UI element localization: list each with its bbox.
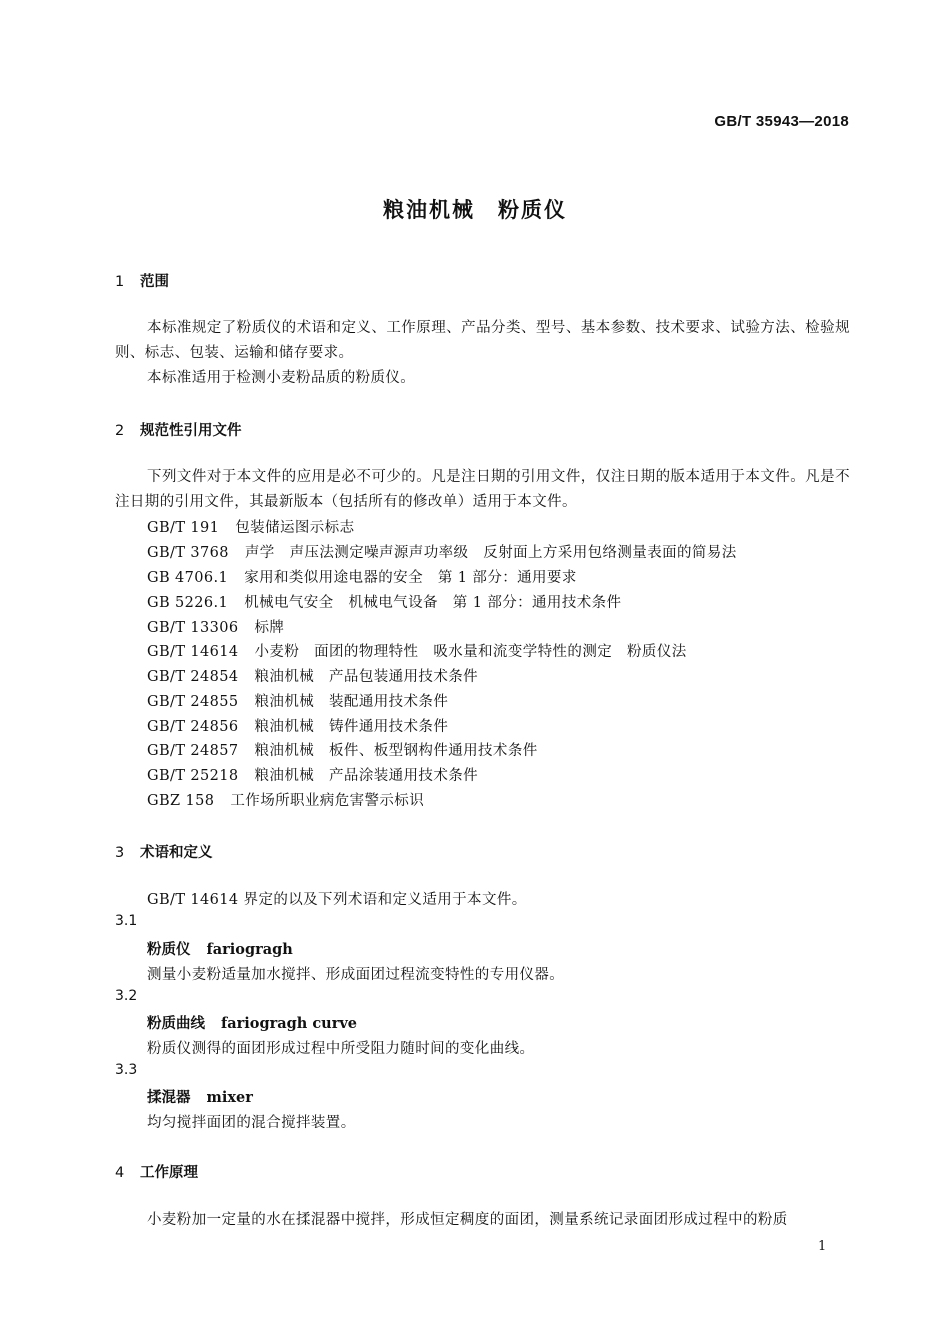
reference-code: GBZ 158: [147, 793, 215, 809]
term-zh: 粉质仪: [147, 942, 191, 958]
term-zh: 粉质曲线: [147, 1016, 205, 1032]
reference-item: [147, 789, 424, 810]
reference-title: 机械电气安全 机械电气设备 第 1 部分：通用技术条件: [244, 595, 622, 611]
term-definition: 粉质仪测得的面团形成过程中所受阻力随时间的变化曲线。: [147, 1041, 535, 1057]
section-1-heading: [115, 270, 169, 291]
section-title: 术语和定义: [140, 845, 213, 861]
section-2-heading: [115, 419, 242, 440]
reference-item: [147, 541, 737, 562]
reference-title: 小麦粉 面团的物理特性 吸水量和流变学特性的测定 粉质仪法: [254, 644, 687, 660]
section-number: 1: [115, 274, 125, 290]
reference-code: GB/T 24854: [147, 669, 239, 685]
section-1-paragraph: 本标准规定了粉质仪的术语和定义、工作原理、产品分类、型号、基本参数、技术要求、试验方法、检验规则、标志、包装、运输和储存要求。: [115, 320, 850, 361]
term-heading: [147, 1086, 253, 1107]
term-number: 3.1: [115, 913, 138, 929]
term-heading: [147, 938, 293, 959]
reference-item: [147, 516, 354, 537]
section-number: 2: [115, 423, 125, 439]
section-1-scope-line: 本标准适用于检测小麦粉品质的粉质仪。: [147, 370, 416, 386]
section-3-intro: GB/T 14614 界定的以及下列术语和定义适用于本文件。: [147, 892, 527, 908]
section-3-heading: [115, 841, 213, 862]
reference-item: [147, 690, 448, 711]
reference-item: [147, 591, 621, 612]
reference-code: GB/T 24856: [147, 719, 239, 735]
reference-item: [147, 764, 478, 785]
section-number: 3: [115, 845, 125, 861]
term-en: fariogragh curve: [221, 1015, 358, 1032]
reference-title: 包装储运图示标志: [235, 520, 355, 536]
reference-code: GB/T 24855: [147, 694, 239, 710]
reference-title: 粮油机械 装配通用技术条件: [254, 694, 449, 710]
reference-code: GB/T 191: [147, 520, 220, 536]
reference-item: [147, 665, 478, 686]
reference-title: 标牌: [254, 620, 285, 636]
reference-code: GB/T 25218: [147, 768, 239, 784]
reference-title: 声学 声压法测定噪声源声功率级 反射面上方采用包络测量表面的简易法: [244, 545, 737, 561]
reference-title: 粮油机械 产品涂装通用技术条件: [254, 768, 479, 784]
page-number: 1: [818, 1239, 827, 1254]
reference-item: [147, 616, 284, 637]
term-heading: [147, 1012, 357, 1033]
reference-code: GB/T 3768: [147, 545, 229, 561]
reference-code: GB 4706.1: [147, 570, 229, 586]
reference-item: [147, 739, 538, 760]
section-title: 范围: [140, 274, 169, 290]
section-number: 4: [115, 1165, 125, 1181]
reference-title: 工作场所职业病危害警示标识: [230, 793, 425, 809]
reference-title: 粮油机械 产品包装通用技术条件: [254, 669, 479, 685]
section-4-heading: [115, 1161, 198, 1182]
reference-title: 粮油机械 铸件通用技术条件: [254, 719, 449, 735]
term-zh: 揉混器: [147, 1090, 191, 1106]
reference-title: 粮油机械 板件、板型钢构件通用技术条件: [254, 743, 538, 759]
reference-item: [147, 566, 577, 587]
reference-code: GB/T 13306: [147, 620, 239, 636]
section-title: 工作原理: [140, 1165, 198, 1181]
reference-title: 家用和类似用途电器的安全 第 1 部分：通用要求: [244, 570, 577, 586]
reference-code: GB 5226.1: [147, 595, 229, 611]
reference-item: [147, 715, 448, 736]
term-number: 3.2: [115, 988, 138, 1004]
reference-code: GB/T 24857: [147, 743, 239, 759]
term-en: fariogragh: [206, 941, 293, 958]
reference-code: GB/T 14614: [147, 644, 239, 660]
document-title: 粮油机械 粉质仪: [383, 198, 567, 222]
term-definition: 均匀搅拌面团的混合搅拌装置。: [147, 1115, 356, 1131]
section-title: 规范性引用文件: [140, 423, 242, 439]
section-2-intro: 下列文件对于本文件的应用是必不可少的。凡是注日期的引用文件，仅注日期的版本适用于本文件。凡是不注日期的引用文件，其最新版本（包括所有的修改单）适用于本文件。: [115, 469, 850, 510]
term-en: mixer: [206, 1089, 253, 1106]
reference-item: [147, 640, 687, 661]
section-4-paragraph: 小麦粉加一定量的水在揉混器中搅拌，形成恒定稠度的面团，测量系统记录面团形成过程中的粉质: [147, 1212, 788, 1228]
standard-code: GB/T 35943—2018: [714, 113, 849, 130]
term-number: 3.3: [115, 1062, 138, 1078]
term-definition: 测量小麦粉适量加水搅拌、形成面团过程流变特性的专用仪器。: [147, 967, 565, 983]
